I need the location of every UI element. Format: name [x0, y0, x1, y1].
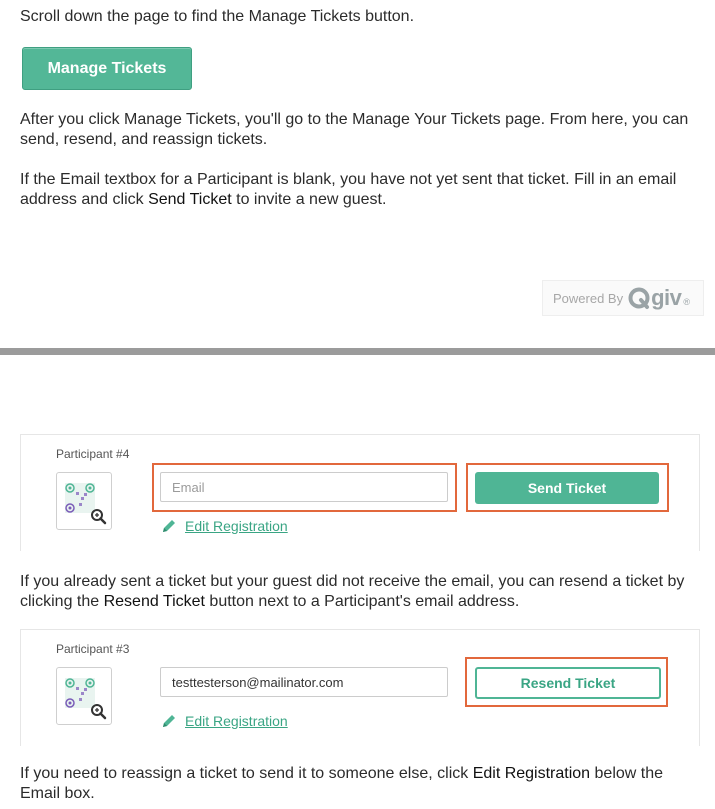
email-input[interactable] [160, 667, 448, 697]
resend-text-2: button next to a Participant's email address. [204, 593, 520, 610]
powered-by-label: Powered By [553, 290, 624, 306]
participant-label: Participant #3 [56, 642, 130, 656]
send-ticket-button[interactable]: Send Ticket [475, 472, 659, 504]
edit-registration-label: Edit Registration [185, 713, 288, 729]
instruction-scroll: Scroll down the page to find the Manage Tickets button. [20, 8, 415, 25]
edit-registration-emphasis: Edit Registration [472, 765, 591, 782]
participant-label: Participant #4 [56, 447, 130, 461]
reassign-text-2: below the Email box. [20, 765, 664, 802]
resend-ticket-emphasis: Resend Ticket [103, 593, 205, 610]
powered-by-badge[interactable] [542, 280, 704, 316]
edit-registration-label: Edit Registration [185, 518, 288, 534]
qr-code-icon[interactable] [56, 472, 112, 530]
qgiv-brand-text: giv [651, 285, 682, 310]
qgiv-logo-icon [627, 286, 651, 310]
resend-ticket-button[interactable]: Resend Ticket [475, 667, 661, 699]
qr-code-icon[interactable] [56, 667, 112, 725]
send-ticket-highlight-box [466, 463, 669, 512]
edit-registration-link[interactable] [161, 518, 288, 534]
blank-email-text-1: If the Email textbox for a Participant is blank, you have not yet sent that ticket. Fill in an email address and click [20, 171, 677, 208]
send-ticket-emphasis: Send Ticket [148, 191, 232, 208]
blank-email-text-2: to invite a new guest. [231, 191, 387, 208]
pencil-icon [161, 713, 177, 729]
resend-text-1: If you already sent a ticket but your guest did not receive the email, you can resend a ticket by clicking the [20, 573, 685, 610]
qgiv-logo: giv ® [627, 285, 689, 311]
instruction-resend [20, 572, 703, 612]
instruction-after-click: After you click Manage Tickets, you'll go to the Manage Your Tickets page. From here, you can send, resend, and reassign tickets. [20, 111, 689, 148]
instruction-blank-email [20, 170, 703, 210]
reassign-text-1: If you need to reassign a ticket to send it to someone else, click [20, 765, 473, 782]
section-divider [0, 348, 715, 355]
edit-registration-link[interactable] [161, 713, 288, 729]
manage-tickets-button[interactable]: Manage Tickets [22, 47, 192, 90]
resend-ticket-highlight-box [465, 657, 668, 707]
pencil-icon [161, 518, 177, 534]
instruction-reassign [20, 764, 703, 804]
email-highlight-box [152, 463, 457, 512]
